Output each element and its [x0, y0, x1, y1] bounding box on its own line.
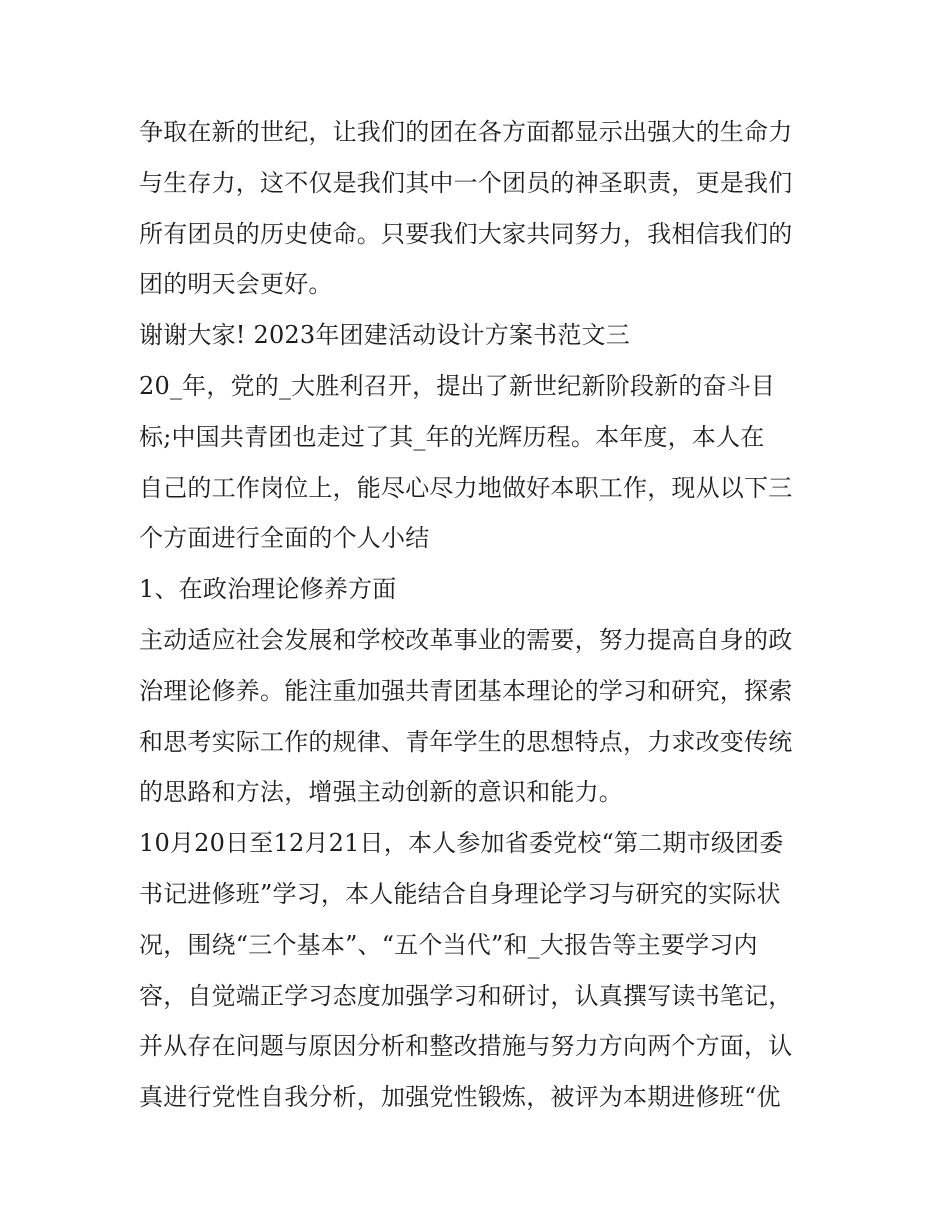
text-line: 10月20日至12月21日，本人参加省委党校“第二期市级团委 [139, 829, 784, 858]
text-line: 的思路和方法，增强主动创新的意识和能力。 [139, 778, 623, 807]
text-line: 书记进修班”学习，本人能结合自身理论学习与研究的实际状 [139, 879, 781, 908]
text-line: 个方面进行全面的个人小结 [139, 524, 430, 553]
text-line: 真进行党性自我分析，加强党性锻炼，被评为本期进修班“优 [139, 1083, 781, 1112]
text-line: 治理论修养。能注重加强共青团基本理论的学习和研究，探索 [139, 676, 793, 705]
text-line: 自己的工作岗位上，能尽心尽力地做好本职工作，现从以下三 [139, 473, 793, 502]
text-line: 20_年，党的_大胜利召开，提出了新世纪新阶段新的奋斗目 [139, 371, 776, 400]
section-title-line: 谢谢大家! 2023年团建活动设计方案书范文三 [139, 321, 630, 350]
text-line: 容，自觉端正学习态度加强学习和研讨，认真撰写读书笔记， [139, 981, 793, 1010]
text-line: 主动适应社会发展和学校改革事业的需要，努力提高自身的政 [139, 625, 793, 654]
text-line: 并从存在问题与原因分析和整改措施与努力方向两个方面，认 [139, 1032, 793, 1061]
text-line: 争取在新的世纪，让我们的团在各方面都显示出强大的生命力 [139, 118, 793, 146]
text-line: 与生存力，这不仅是我们其中一个团员的神圣职责，更是我们 [139, 168, 793, 197]
text-line: 况，围绕“三个基本”、“五个当代”和_大报告等主要学习内 [139, 930, 758, 959]
text-line: 标;中国共青团也走过了其_年的光辉历程。本年度，本人在 [139, 422, 765, 451]
text-line: 团的明天会更好。 [139, 270, 333, 299]
text-line: 所有团员的历史使命。只要我们大家共同努力，我相信我们的 [139, 219, 793, 248]
text-line: 和思考实际工作的规律、青年学生的思想特点，力求改变传统 [139, 727, 793, 756]
subheading-line: 1、在政治理论修养方面 [139, 575, 397, 604]
document-body [139, 107, 819, 1123]
